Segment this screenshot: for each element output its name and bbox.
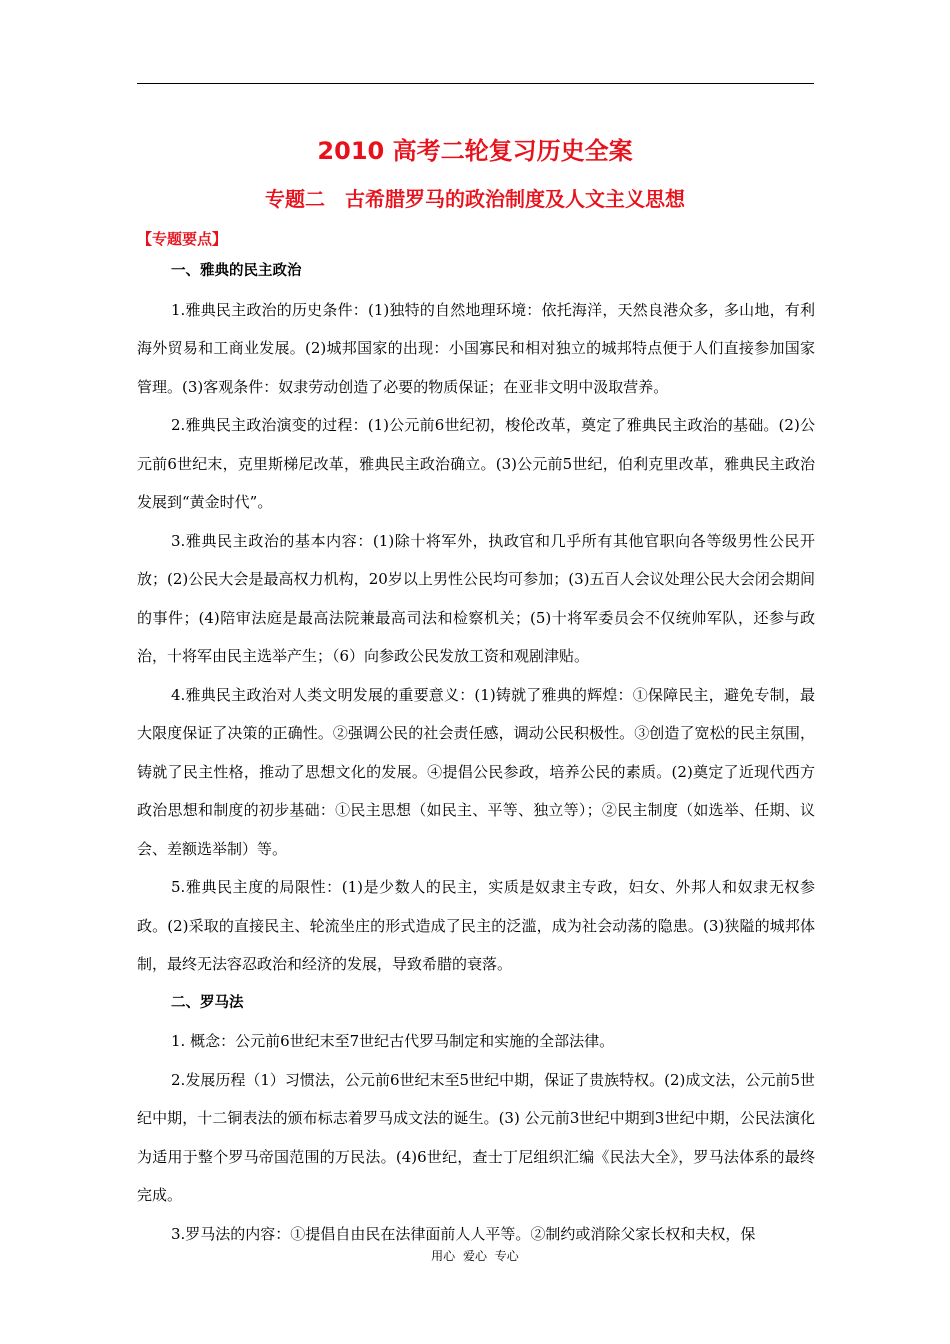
paragraph: 5.雅典民主度的局限性：(1)是少数人的民主，实质是奴隶主专政，妇女、外邦人和奴隶无权参政。(2)采取的直接民主、轮流坐庄的形式造成了民主的泛滥，成为社会动荡的隐患。(3)狭隘的城邦体制，最终无法容忍政治和经济的发展，导致希腊的衰落。 [137, 878, 815, 973]
document-body [137, 252, 815, 1253]
paragraph: 3.雅典民主政治的基本内容：(1)除十将军外，执政官和几乎所有其他官职向各等级男性公民开放；(2)公民大会是最高权力机构，20岁以上男性公民均可参加；(3)五百人会议处理公民大会闭会期间的事件；(4)陪审法庭是最高法院兼最高司法和检察机关；(5)十将军委员会不仅统帅军队，还参与政治，十将军由民主选举产生；（6）向参政公民发放工资和观剧津贴。 [137, 531, 815, 665]
section-heading: 二、罗马法 [171, 994, 244, 1011]
paragraph: 4.雅典民主政治对人类文明发展的重要意义：(1)铸就了雅典的辉煌：①保障民主，避免专制，最大限度保证了决策的正确性。②强调公民的社会责任感，调动公民积极性。③创造了宽松的民主氛围，铸就了民主性格，推动了思想文化的发展。④提倡公民参政，培养公民的素质。(2)奠定了近现代西方政治思想和制度的初步基础：①民主思想（如民主、平等、独立等）；②民主制度（如选举、任期、议会、差额选举制）等。 [137, 685, 815, 858]
paragraph: 1. 概念：公元前6世纪末至7世纪古代罗马制定和实施的全部法律。 [171, 1032, 615, 1050]
header-rule [137, 83, 814, 84]
section-athens-democracy [137, 252, 815, 984]
paragraph: 2.雅典民主政治演变的过程：(1)公元前6世纪初，梭伦改革，奠定了雅典民主政治的基础。(2)公元前6世纪末，克里斯梯尼改革，雅典民主政治确立。(3)公元前5世纪，伯利克里改革，雅典民主政治发展到“黄金时代”。 [137, 416, 815, 511]
paragraph: 1.雅典民主政治的历史条件：(1)独特的自然地理环境：依托海洋，天然良港众多，多山地，有利海外贸易和工商业发展。(2)城邦国家的出现：小国寡民和相对独立的城邦特点便于人们直接参加国家管理。(3)客观条件：奴隶劳动创造了必要的物质保证；在亚非文明中汲取营养。 [137, 300, 815, 396]
section-roman-law [137, 984, 815, 1254]
document-subtitle: 专题二 古希腊罗马的政治制度及人文主义思想 [265, 187, 685, 211]
page-footer: 用心 爱心 专心 [431, 1249, 519, 1263]
paragraph: 2.发展历程（1）习惯法，公元前6世纪末至5世纪中期，保证了贵族特权。(2)成文法，公元前5世纪中期，十二铜表法的颁布标志着罗马成文法的诞生。(3) 公元前3世纪中期到3世纪中期，公民法演化为适用于整个罗马帝国范围的万民法。(4)6世纪，查士丁尼组织汇编《民法大全》，罗马法体系的最终完成。 [137, 1070, 815, 1204]
section-heading: 一、雅典的民主政治 [171, 263, 302, 279]
paragraph: 3.罗马法的内容：①提倡自由民在法律面前人人平等。②制约或消除父家长权和夫权，保 [171, 1224, 756, 1243]
section-tag: 【专题要点】 [137, 230, 228, 248]
document-title: 2010 高考二轮复习历史全案 [317, 137, 633, 165]
